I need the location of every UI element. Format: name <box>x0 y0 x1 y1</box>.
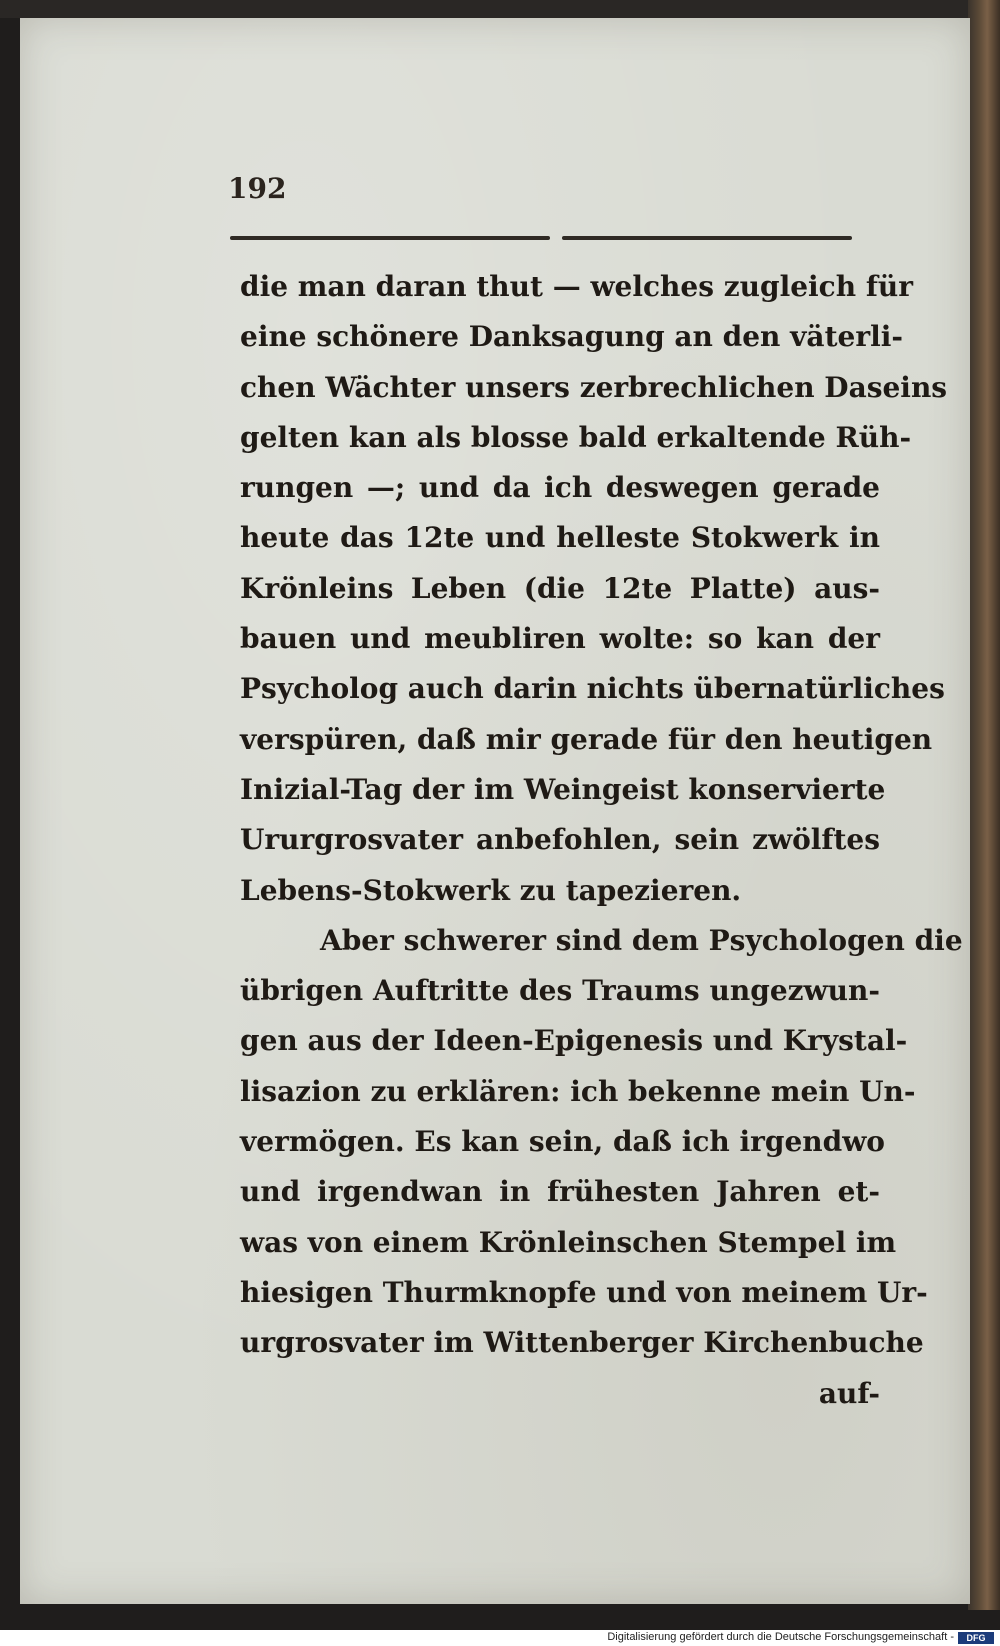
text-line: Inizial-Tag der im Weingeist konservierte <box>240 772 886 806</box>
text-line: die man daran thut — welches zugleich für <box>240 270 913 303</box>
text-line: gen aus der Ideen-Epigenesis und Krystal- <box>240 1024 908 1058</box>
text-line: chen Wächter unsers zerbrechlichen Daseins <box>240 370 948 404</box>
text-line: Lebens-Stokwerk zu tapezieren. <box>240 873 742 907</box>
text-line: Ururgrosvater anbefohlen, sein zwölftes <box>240 823 880 857</box>
text-line: heute das 12te und helleste Stokwerk in <box>240 521 880 555</box>
text-line: rungen —; und da ich deswegen gerade <box>240 471 880 505</box>
text-line: vermögen. Es kan sein, daß ich irgendwo <box>240 1125 885 1159</box>
page-number: 192 <box>228 172 287 205</box>
book-spine-edge <box>968 0 1000 1610</box>
text-line: urgrosvater im Wittenberger Kirchenbuche <box>240 1326 924 1360</box>
text-line: Krönleins Leben (die 12te Platte) aus- <box>240 571 880 605</box>
scan-background-top <box>0 0 1000 18</box>
text-line: bauen und meubliren wolte: so kan der <box>240 622 880 656</box>
text-line: übrigen Auftritte des Traums ungezwun- <box>240 974 880 1008</box>
text-line: hiesigen Thurmknopfe und von meinem Ur- <box>240 1275 928 1309</box>
text-line: verspüren, daß mir gerade für den heutigen <box>240 722 933 756</box>
text-line: eine schönere Danksagung an den väterli- <box>240 320 903 354</box>
body-text <box>240 262 963 1419</box>
text-line: gelten kan als blosse bald erkaltende Rüh- <box>240 420 912 454</box>
digitization-credit: Digitalisierung gefördert durch die Deutsche Forschungsgemeinschaft - <box>607 1631 954 1643</box>
text-line: Psycholog auch darin nichts übernatürliches <box>240 672 945 706</box>
dfg-logo: DFG <box>958 1632 994 1644</box>
text-line: und irgendwan in frühesten Jahren et- <box>240 1175 880 1209</box>
catchword: auf- <box>818 1376 880 1410</box>
text-line: lisazion zu erklären: ich bekenne mein Un- <box>240 1074 916 1108</box>
text-line: was von einem Krönleinschen Stempel im <box>240 1225 897 1259</box>
header-rule-right <box>562 236 852 240</box>
text-line: Aber schwerer sind dem Psychologen die <box>320 923 963 957</box>
header-rule-left <box>230 236 550 240</box>
